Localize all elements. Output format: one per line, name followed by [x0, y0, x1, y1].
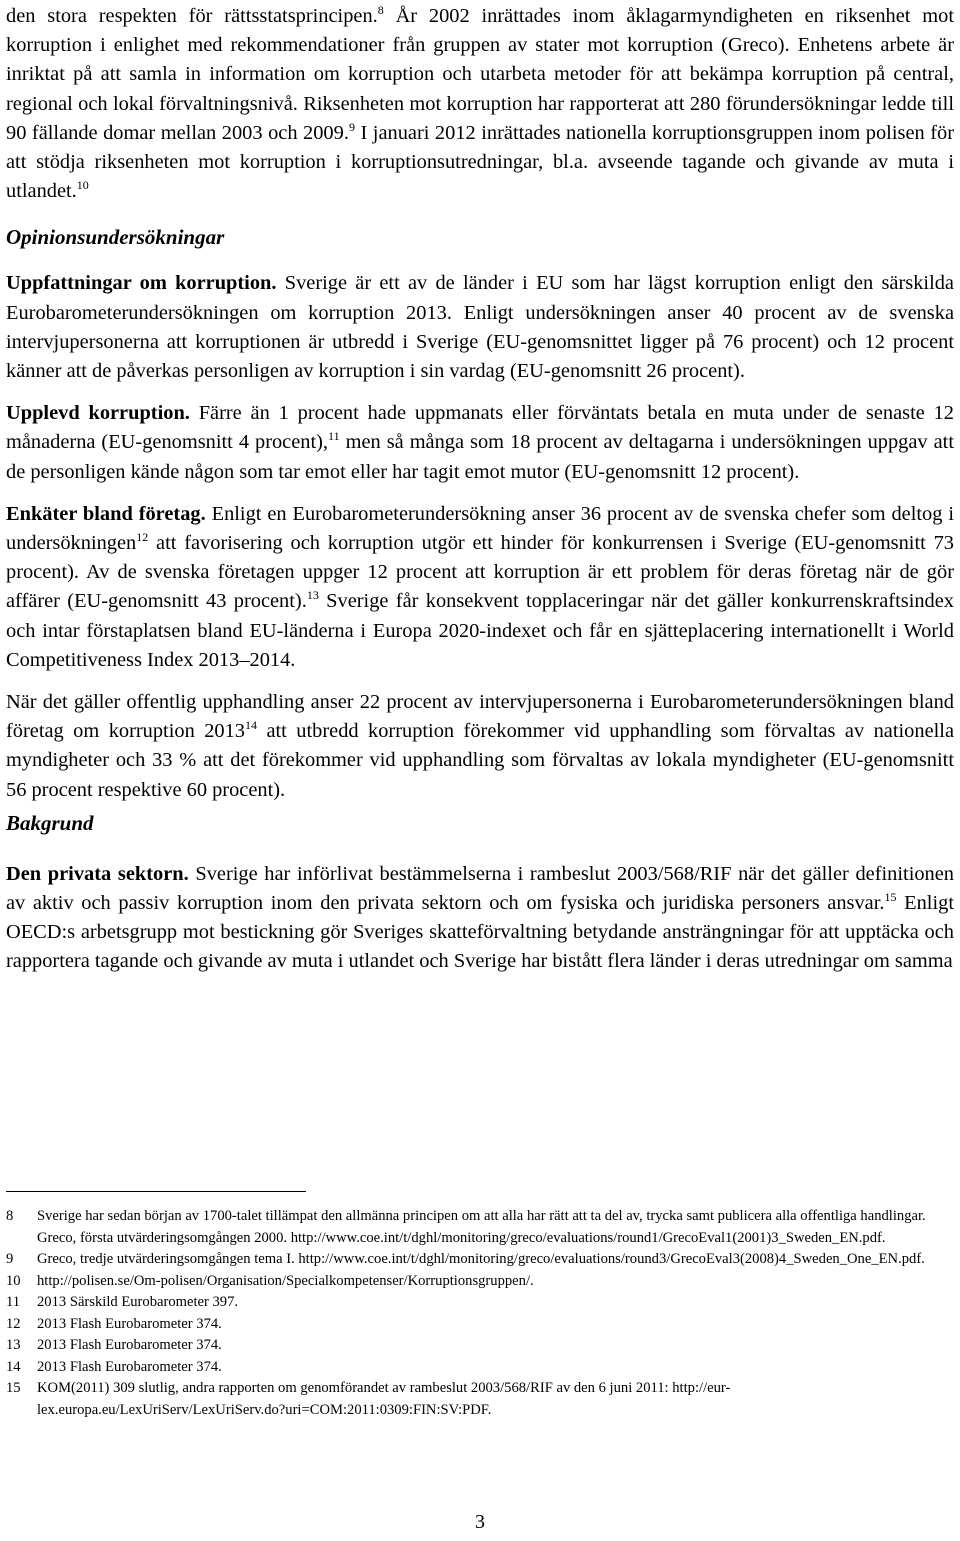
footnote-separator — [6, 1191, 306, 1192]
paragraph-text: Färre än 1 procent hade uppmanats eller förväntats betala en muta under de senaste 12 månaderna (EU-genomsnitt 4 procent), — [6, 402, 954, 454]
footnote-number: 14 — [6, 1358, 21, 1375]
paragraph-private-sector — [6, 860, 954, 977]
footnote-text: Sverige har sedan början av 1700-talet tillämpat den allmänna principen om att alla har rätt att ta del av, trycka samt publicera alla offentliga handlingar. Greco, första utvärderingsomgången 2000. http://www.coe.int/t/dghl/monitoring/greco/evaluations/round1/GrecoEval1(2001)3_Sweden_EN.pdf. — [37, 1208, 926, 1246]
paragraph-text: att favorisering och korruption utgör ett hinder för konkurrensen i Sverige (EU-genomsnitt 73 procent). Av de svenska företagen uppger 12 procent att korruption är ett problem för deras företag när de gör affärer (EU-genomsnitt 43 procent). — [6, 532, 954, 613]
footnote-ref-9[interactable]: 9 — [348, 120, 355, 135]
footnote-ref-12[interactable]: 12 — [136, 530, 149, 545]
section-heading-background: Bakgrund — [6, 810, 94, 835]
footnotes — [6, 1206, 950, 1421]
paragraph-text: Sverige är ett av de länder i EU som har lägst korruption enligt den särskilda Eurobarometerundersökningen om korruption 2013. Enligt undersökningen anser 40 procent av de svenska intervjupersonerna att korruptionen är utbredd i Sverige (EU-genomsnittet ligger på 76 procent) och 12 procent känner att de påverkas personligen av korruption i sin vardag (EU-genomsnitt 26 procent). — [6, 272, 954, 383]
paragraph-text: men så många som 18 procent av deltagarna i undersökningen uppgav att de personligen kände någon som tar emot eller har tagit emot mutor (EU-genomsnitt 12 procent). — [6, 431, 954, 483]
footnote-text: 2013 Flash Eurobarometer 374. — [37, 1315, 222, 1332]
paragraph-text: År 2002 inrättades inom åklagarmyndigheten en riksenhet mot korruption i enlighet med rekommendationer från gruppen av stater mot korruption (Greco). Enhetens arbete är inriktat på att samla in information om korruption och utarbeta metoder för att bekämpa korruption på central, regional och lokal förvaltningsnivå. Riksenheten mot korruption har rapporterat att 280 förundersökningar ledde till 90 fällande domar mellan 2003 och 2009. — [6, 5, 954, 144]
footnote-number: 13 — [6, 1337, 21, 1353]
footnote-12 — [6, 1314, 950, 1336]
paragraph-text: att utbredd korruption förekommer vid upphandling som förvaltas av nationella myndigheter och 33 % att det förekommer vid upphandling som förvaltas av lokala myndigheter (EU-genomsnitt 56 procent respektive 60 procent). — [6, 720, 955, 801]
footnote-13 — [6, 1335, 950, 1357]
footnote-number: 10 — [6, 1272, 21, 1289]
paragraph-text: I januari 2012 inrättades nationella korruptionsgruppen inom polisen för att stödja riksenheten mot korruption i korruptionsutredningar, bl.a. avseende tagande och givande av muta i utlandet. — [6, 121, 954, 203]
footnote-number: 12 — [6, 1315, 21, 1332]
footnote-text: KOM(2011) 309 slutlig, andra rapporten om genomförandet av rambeslut 2003/568/RIF av den 6 juni 2011: http://eur-lex.europa.eu/LexUriServ/LexUriServ.do?uri=COM:2011:0309:FIN:SV:PDF. — [37, 1380, 731, 1418]
footnote-number: 8 — [6, 1208, 14, 1224]
footnote-ref-13[interactable]: 13 — [306, 588, 319, 603]
run-in-heading: Upplevd korruption. — [6, 402, 190, 425]
footnote-number: 11 — [6, 1294, 21, 1310]
footnote-10 — [6, 1271, 950, 1293]
paragraph-text: Sverige har införlivat bestämmelserna i rambeslut 2003/568/RIF när det gäller definitionen av aktiv och passiv korruption inom den privata sektorn och om fysiska och juridiska personers ansvar. — [6, 862, 954, 915]
footnote-text: 2013 Särskild Eurobarometer 397. — [37, 1294, 239, 1310]
document-page — [6, 0, 954, 977]
paragraph-text: När det gäller offentlig upphandling anser 22 procent av intervjupersonerna i Eurobarometerundersökningen bland företag om korruption 2013 — [6, 691, 954, 743]
footnote-11 — [6, 1292, 950, 1314]
footnote-text: Greco, tredje utvärderingsomgången tema I. http://www.coe.int/t/dghl/monitoring/greco/evaluations/round3/GrecoEval3(2008)4_Sweden_One_EN.pdf. — [37, 1251, 925, 1267]
footnote-ref-8[interactable]: 8 — [377, 3, 384, 18]
footnote-ref-14[interactable]: 14 — [245, 718, 258, 733]
run-in-heading: Den privata sektorn. — [6, 862, 189, 885]
page-number: 3 — [475, 1511, 485, 1533]
run-in-heading: Enkäter bland företag. — [6, 502, 206, 525]
footnote-number: 9 — [6, 1251, 14, 1267]
footnote-ref-15[interactable]: 15 — [884, 890, 897, 905]
footnote-14 — [6, 1357, 950, 1379]
paragraph-public-procurement — [6, 688, 954, 805]
footnote-9 — [6, 1249, 950, 1271]
footnote-ref-10[interactable]: 10 — [76, 178, 89, 193]
paragraph-experienced-corruption — [6, 399, 954, 487]
footnote-text: 2013 Flash Eurobarometer 374. — [37, 1358, 222, 1375]
section-heading-opinion-surveys: Opinionsundersökningar — [6, 225, 225, 250]
footnote-number: 15 — [6, 1380, 21, 1396]
footnote-ref-11[interactable]: 11 — [328, 429, 340, 444]
paragraph-anti-corruption-unit — [6, 2, 954, 206]
footnote-15 — [6, 1378, 950, 1421]
footnote-8 — [6, 1206, 950, 1249]
footnote-text: http://polisen.se/Om-polisen/Organisation/Specialkompetenser/Korruptionsgruppen/. — [37, 1272, 534, 1289]
footnote-text: 2013 Flash Eurobarometer 374. — [37, 1337, 222, 1353]
paragraph-business-surveys — [6, 500, 954, 675]
paragraph-perceptions — [6, 269, 954, 386]
paragraph-text: den stora respekten för rättsstatsprincipen. — [6, 5, 378, 27]
paragraph-text: Enligt en Eurobarometerundersökning anser 36 procent av de svenska chefer som deltog i undersökningen — [6, 502, 955, 555]
paragraph-text: Enligt OECD:s arbetsgrupp mot bestickning gör Sveriges skatteförvaltning betydande ansträngningar för att upptäcka och rapportera tagande och givande av muta i utlandet och Sverige har bistått flera länder i deras utredningar om samma — [6, 892, 954, 973]
run-in-heading: Uppfattningar om korruption. — [6, 272, 277, 295]
paragraph-text: Sverige får konsekvent topplaceringar när det gäller konkurrenskraftsindex och intar förstaplatsen bland EU-länderna i Europa 2020-indexet och får en sjätteplacering internationellt i World Competitiveness Index 2013–2014. — [6, 590, 955, 671]
